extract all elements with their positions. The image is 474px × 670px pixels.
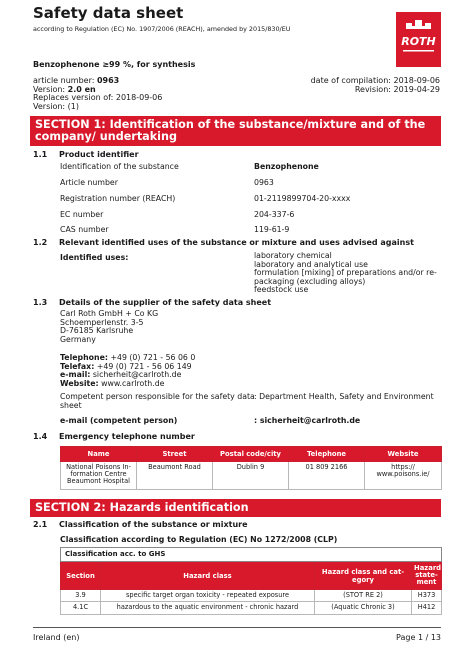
identifier-label: Identification of the substance <box>60 162 179 171</box>
column-header: Website <box>365 447 442 462</box>
hazard-class-cell: specific target organ toxicity - repeated exposure <box>101 590 315 602</box>
competent-person-label <box>60 393 255 410</box>
identified-uses-list <box>254 252 437 295</box>
header-line: ment <box>416 578 437 587</box>
subsection-1-2 <box>33 238 414 247</box>
ghs-caption: Classification acc. to GHS <box>61 548 442 562</box>
subsection-number: 1.2 <box>33 238 48 247</box>
emergency-website-cell[interactable] <box>365 462 442 490</box>
identifier-label: CAS number <box>60 225 109 234</box>
cell-line: Beaumont Hospital <box>66 477 131 486</box>
identifier-value: 0963 <box>254 178 274 187</box>
address-line: Schoemperlenstr. 3-5 <box>60 317 144 327</box>
header-line: egory <box>352 575 374 584</box>
table-row <box>61 602 442 614</box>
compilation-date: date of compilation: 2018-09-06 <box>310 76 440 85</box>
address-line: D-76185 Karlsruhe <box>60 326 134 336</box>
cell-line: formation Centre <box>70 470 127 479</box>
subsection-1-4 <box>33 432 195 441</box>
column-header: Name <box>61 447 137 462</box>
competent-label-line: Competent person responsible for the safety data <box>60 392 255 401</box>
column-header-section: Section <box>61 562 101 590</box>
cell-line: National Poisons In- <box>66 463 131 471</box>
section2-heading: SECTION 2: Hazards identification <box>30 499 441 517</box>
website-value[interactable]: www.carlroth.de <box>98 378 165 388</box>
product-name: Benzophenone ≥99 %, for synthesis <box>33 60 196 69</box>
logo-text: ROTH <box>401 35 436 48</box>
subsection-2-1 <box>33 520 248 529</box>
section1-heading: SECTION 1: Identification of the substance/mixture and of the company/ undertaking <box>30 116 441 146</box>
header-line: Hazard class and cat- <box>321 567 405 576</box>
identified-uses-label: Identified uses: <box>60 253 129 262</box>
header-line: Hazard <box>414 564 442 573</box>
replaces-version-number: Version: (1) <box>33 101 79 111</box>
table-caption-row <box>61 548 442 562</box>
ghs-classification-table <box>60 547 442 615</box>
identifier-value: 01-2119899704-20-xxxx <box>254 194 351 203</box>
table-row <box>61 462 442 490</box>
version-label: Version: <box>33 84 68 94</box>
roth-logo <box>396 12 441 67</box>
email-label: e-mail: <box>60 370 91 380</box>
subsection-number: 1.3 <box>33 298 48 307</box>
column-header: Postal code/city <box>213 447 289 462</box>
subsection-number: 1.4 <box>33 432 48 441</box>
emergency-telephone-cell: 01 809 2166 <box>289 462 365 490</box>
address-line: Germany <box>60 334 96 344</box>
use-item: laboratory chemical <box>254 251 332 260</box>
replaces-version: Replaces version of: 2018-09-06 <box>33 93 163 103</box>
emergency-name-cell <box>61 462 137 490</box>
hazard-section-cell: 4.1C <box>61 602 101 614</box>
address-line: Carl Roth GmbH + Co KG <box>60 309 159 318</box>
footer-country: Ireland (en) <box>33 633 80 642</box>
subsection-title: Product identifier <box>59 150 139 159</box>
article-number-value: 0963 <box>96 76 120 85</box>
use-item: formulation [mixing] of preparations and/or re- <box>254 268 437 278</box>
emergency-city-cell: Dublin 9 <box>213 462 289 490</box>
regulation-subtitle: according to Regulation (EC) No. 1907/2006 (REACH), amended by 2015/830/EU <box>33 25 291 33</box>
subsection-number: 2.1 <box>33 520 48 529</box>
table-header-row <box>61 447 442 462</box>
header-line: state- <box>415 571 438 580</box>
subsection-1-3 <box>33 298 271 307</box>
supplier-contacts <box>60 354 195 388</box>
hazard-statement-cell: H373 <box>412 590 442 602</box>
article-number-label: article number: <box>33 76 97 85</box>
identifier-label: EC number <box>60 210 104 219</box>
identifier-label: Registration number (REACH) <box>60 194 176 203</box>
hazard-category-cell: (STOT RE 2) <box>315 590 412 602</box>
column-header: Street <box>137 447 213 462</box>
use-item: feedstock use <box>254 285 309 295</box>
footer-page-number: Page 1 / 13 <box>396 633 441 642</box>
emergency-contact-table <box>60 446 442 490</box>
column-header: Telephone <box>289 447 365 462</box>
document-meta-right <box>311 77 440 94</box>
competent-label-line: sheet <box>60 400 82 410</box>
identifier-label: Article number <box>60 178 118 187</box>
competent-email-value[interactable]: : sicherheit@carlroth.de <box>254 416 361 425</box>
hazard-category-cell: (Aquatic Chronic 3) <box>315 602 412 614</box>
cell-line: www.poisons.ie/ <box>376 470 430 479</box>
hazard-class-cell: hazardous to the aquatic environment - chronic hazard <box>101 602 315 614</box>
website-line <box>60 380 195 389</box>
competent-email-label: e-mail (competent person) <box>60 416 178 425</box>
subsection-title: Details of the supplier of the safety data sheet <box>59 298 272 307</box>
supplier-address <box>60 310 158 344</box>
subsection-title: Relevant identified uses of the substance or mixture and uses advised against <box>59 238 414 247</box>
use-item: packaging (excluding alloys) <box>254 276 366 286</box>
subsection-1-1 <box>33 150 139 159</box>
revision-date: Revision: 2019-04-29 <box>354 84 440 94</box>
table-row <box>61 590 442 602</box>
table-header-row <box>61 562 442 590</box>
document-meta-left <box>33 77 162 111</box>
telefax-value: +49 (0) 721 - 56 06 149 <box>94 361 192 371</box>
use-item: laboratory and analytical use <box>254 259 368 269</box>
telephone-value: +49 (0) 721 - 56 06 0 <box>107 353 196 362</box>
cell-line: https:// <box>391 463 415 471</box>
clp-classification-title: Classification according to Regulation (EC) No 1272/2008 (CLP) <box>60 535 338 544</box>
column-header-category <box>315 562 412 590</box>
column-header-hazard-class: Hazard class <box>101 562 315 590</box>
subsection-number: 1.1 <box>33 150 48 159</box>
subsection-title: Classification of the substance or mixture <box>59 520 248 529</box>
subsection-title: Emergency telephone number <box>59 432 195 441</box>
telefax-label: Telefax: <box>60 361 95 371</box>
emergency-street-cell: Beaumont Road <box>137 462 213 490</box>
identifier-value: 119-61-9 <box>254 225 290 234</box>
competent-person-value: : Department Health, Safety and Environment <box>254 392 434 401</box>
telephone-label: Telephone: <box>60 353 108 362</box>
hazard-section-cell: 3.9 <box>61 590 101 602</box>
column-header-statement <box>412 562 442 590</box>
version-value: 2.0 en <box>67 84 96 94</box>
identifier-value: Benzophenone <box>254 162 319 171</box>
footer-divider <box>33 627 441 628</box>
identifier-value: 204-337-6 <box>254 210 295 219</box>
email-value[interactable]: sicherheit@carlroth.de <box>90 370 182 380</box>
hazard-statement-cell: H412 <box>412 602 442 614</box>
document-title: Safety data sheet <box>33 4 184 22</box>
website-label: Website: <box>60 378 99 388</box>
